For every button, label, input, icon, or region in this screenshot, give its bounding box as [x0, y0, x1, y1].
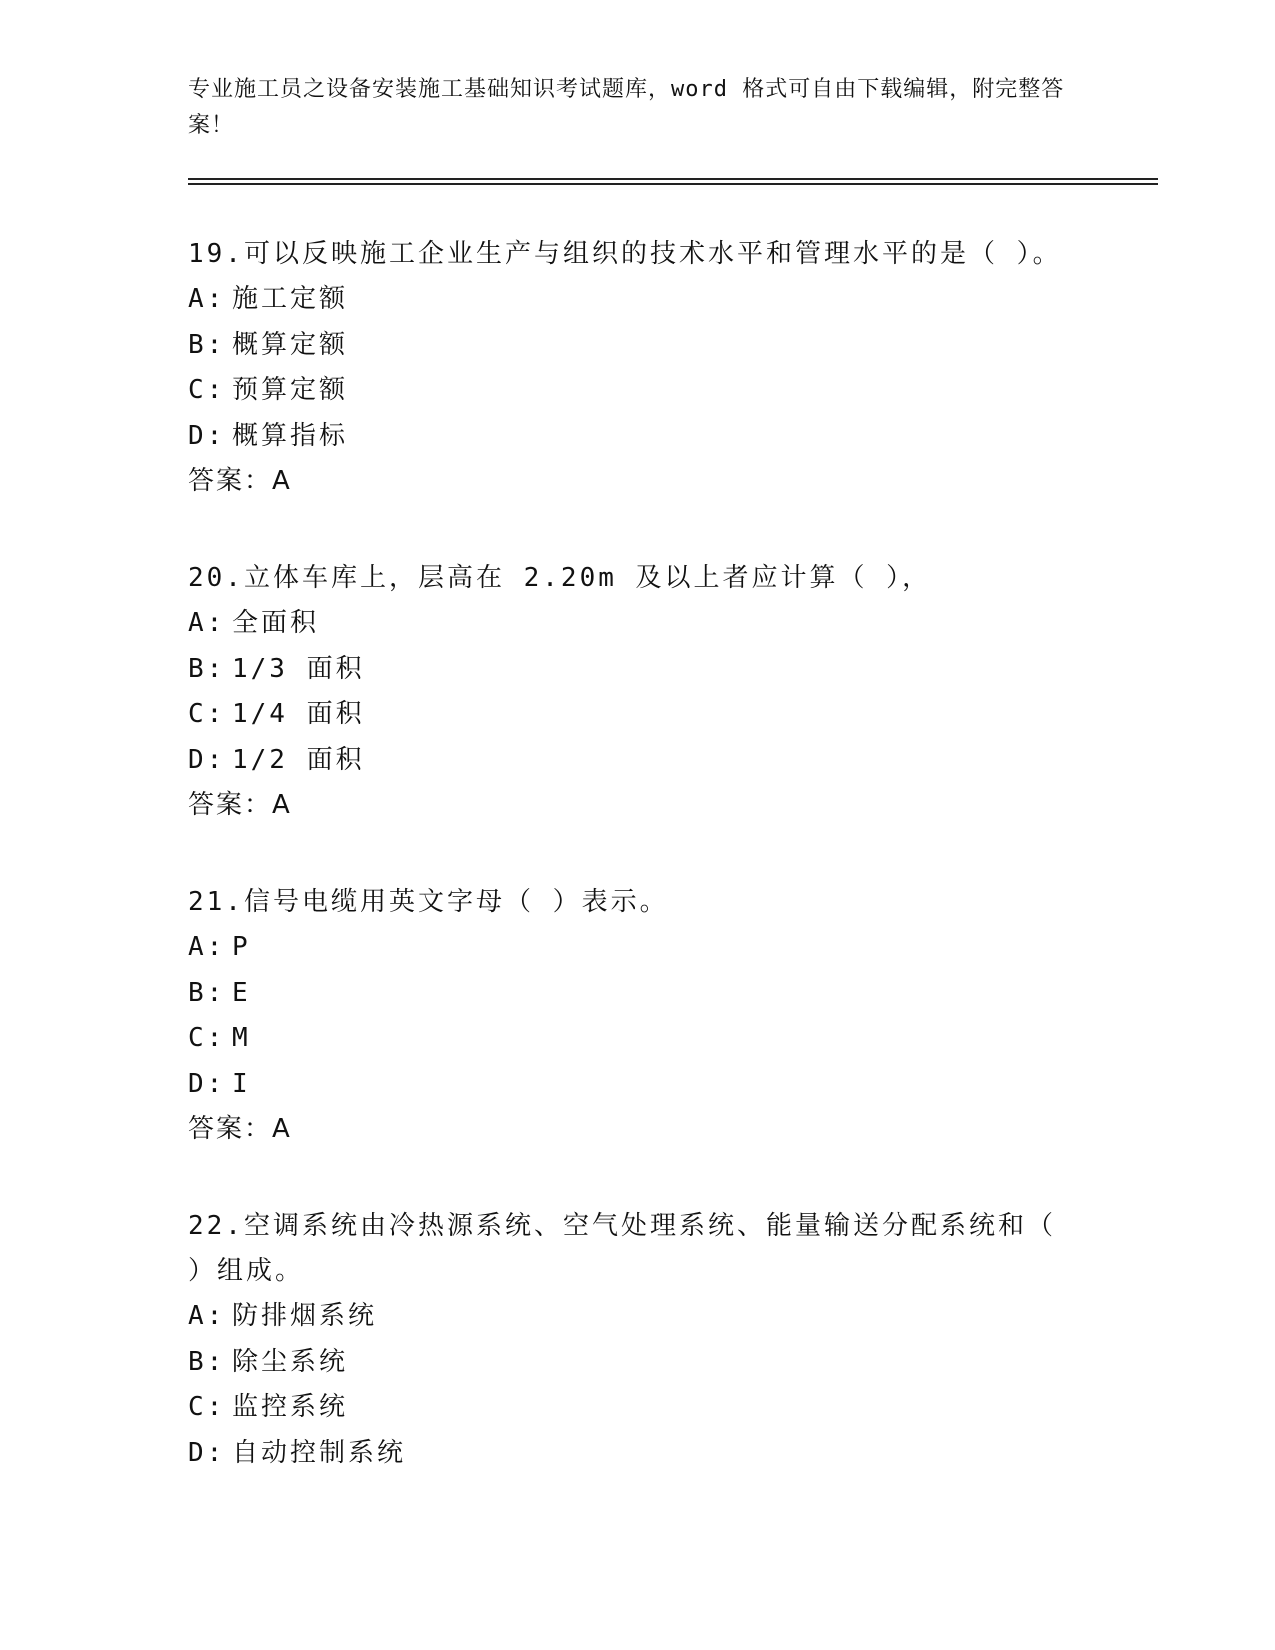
- option-text: 概算定额: [232, 329, 349, 360]
- option-text: 监控系统: [232, 1392, 349, 1422]
- option-text: 预算定额: [232, 375, 349, 405]
- header-divider-bottom: [188, 183, 1158, 185]
- question-stem: 22.空调系统由冷热源系统、空气处理系统、能量输送分配系统和（ ）组成。: [188, 1211, 1056, 1286]
- option-text: 1/3 面积: [232, 653, 365, 684]
- option-c: [188, 692, 1088, 738]
- option-d: [188, 414, 1088, 460]
- option-key: D:: [188, 1437, 226, 1468]
- option-text: 自动控制系统: [232, 1437, 407, 1468]
- option-b: [188, 1340, 1088, 1386]
- option-key: B:: [188, 329, 226, 360]
- option-text: M: [232, 1023, 251, 1053]
- document-header: [188, 72, 1068, 144]
- option-text: 全面积: [232, 608, 320, 638]
- option-c: [188, 1016, 1088, 1062]
- option-key: D:: [188, 744, 226, 775]
- question-stem: 20.立体车库上，层高在 2.20m 及以上者应计算（ ），: [188, 563, 932, 593]
- option-a: [188, 277, 1088, 323]
- option-text: I: [232, 1068, 251, 1099]
- question-20: [188, 556, 1088, 828]
- option-text: 除尘系统: [232, 1346, 349, 1377]
- option-text: 1/4 面积: [232, 699, 365, 729]
- question-stem: 21.信号电缆用英文字母（ ）表示。: [188, 887, 669, 917]
- option-b: [188, 971, 1088, 1017]
- option-text: 概算指标: [232, 420, 349, 451]
- option-key: D:: [188, 420, 226, 451]
- option-b: [188, 647, 1088, 693]
- question-stem: 19.可以反映施工企业生产与组织的技术水平和管理水平的是（ ）。: [188, 239, 1062, 269]
- option-c: [188, 368, 1088, 414]
- question-21: [188, 880, 1088, 1152]
- question-list: [188, 232, 1088, 1528]
- option-a: [188, 601, 1088, 647]
- option-text: P: [232, 932, 251, 962]
- option-c: [188, 1385, 1088, 1431]
- option-d: [188, 738, 1088, 784]
- header-divider-top: [188, 178, 1158, 180]
- question-22: [188, 1204, 1088, 1476]
- option-b: [188, 323, 1088, 369]
- option-key: C:: [188, 1392, 226, 1422]
- answer-line: 答案：A: [188, 790, 292, 820]
- option-key: C:: [188, 699, 226, 729]
- option-a: [188, 1294, 1088, 1340]
- option-a: [188, 925, 1088, 971]
- option-text: E: [232, 977, 251, 1008]
- option-key: B:: [188, 653, 226, 684]
- option-key: D:: [188, 1068, 226, 1099]
- option-key: A:: [188, 284, 226, 314]
- option-key: B:: [188, 1346, 226, 1377]
- answer-line: 答案：A: [188, 1114, 292, 1144]
- option-text: 施工定额: [232, 284, 349, 314]
- option-text: 防排烟系统: [232, 1301, 378, 1331]
- option-text: 1/2 面积: [232, 744, 365, 775]
- option-key: C:: [188, 1023, 226, 1053]
- option-key: B:: [188, 977, 226, 1008]
- question-19: [188, 232, 1088, 504]
- option-d: [188, 1431, 1088, 1477]
- option-key: A:: [188, 608, 226, 638]
- option-key: C:: [188, 375, 226, 405]
- answer-line: 答案：A: [188, 466, 292, 496]
- header-text: 专业施工员之设备安装施工基础知识考试题库，word 格式可自由下载编辑，附完整答案！: [188, 77, 1065, 138]
- option-d: [188, 1062, 1088, 1108]
- option-key: A:: [188, 1301, 226, 1331]
- option-key: A:: [188, 932, 226, 962]
